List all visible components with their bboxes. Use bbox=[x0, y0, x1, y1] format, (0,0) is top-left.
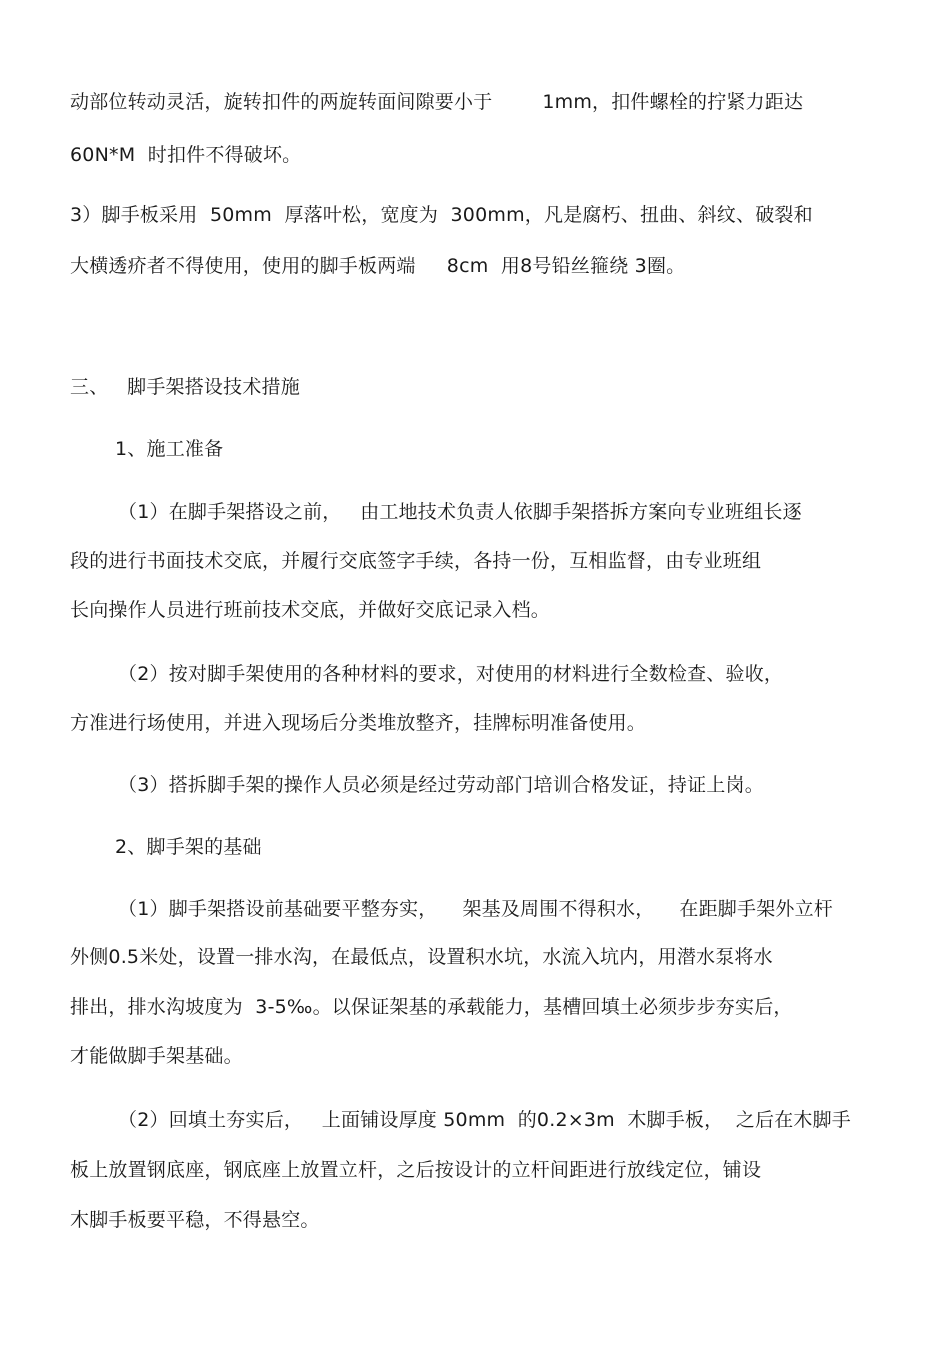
section-heading: 三、 脚手架搭设技术措施 bbox=[70, 376, 300, 398]
subsection-heading: 1、施工准备 bbox=[115, 438, 224, 460]
text-line: （3）搭拆脚手架的操作人员必须是经过劳动部门培训合格发证，持证上岗。 bbox=[118, 774, 764, 796]
text-line: 才能做脚手架基础。 bbox=[70, 1045, 243, 1067]
text-line: 大横透疥者不得使用，使用的脚手板两端 8cm 用8号铅丝箍绕 3圈。 bbox=[70, 255, 686, 277]
text-line: 长向操作人员进行班前技术交底，并做好交底记录入档。 bbox=[70, 599, 551, 621]
text-line: 木脚手板要平稳，不得悬空。 bbox=[70, 1209, 320, 1231]
text-line: （1）脚手架搭设前基础要平整夯实， 架基及周围不得积水， 在距脚手架外立杆 bbox=[118, 898, 834, 920]
text-line: 外侧0.5米处，设置一排水沟，在最低点，设置积水坑，水流入坑内，用潜水泵将水 bbox=[70, 946, 773, 968]
text-line: （2）按对脚手架使用的各种材料的要求，对使用的材料进行全数检查、验收， bbox=[118, 663, 784, 685]
text-line: 动部位转动灵活，旋转扣件的两旋转面间隙要小于 1mm，扣件螺栓的拧紧力距达 bbox=[70, 91, 804, 113]
text-line: 排出，排水沟坡度为 3-5‰。以保证架基的承载能力，基槽回填土必须步步夯实后， bbox=[70, 996, 793, 1018]
text-line: （2）回填土夯实后， 上面铺设厚度 50mm 的0.2×3m 木脚手板， 之后在木脚手 bbox=[118, 1109, 852, 1131]
text-line: 段的进行书面技术交底，并履行交底签字手续，各持一份，互相监督，由专业班组 bbox=[70, 550, 762, 572]
subsection-heading: 2、脚手架的基础 bbox=[115, 836, 262, 858]
text-line: 60N*M 时扣件不得破坏。 bbox=[70, 144, 302, 166]
text-line: 3）脚手板采用 50mm 厚落叶松，宽度为 300mm，凡是腐朽、扭曲、斜纹、破裂和 bbox=[70, 204, 813, 226]
text-line: 板上放置钢底座，钢底座上放置立杆，之后按设计的立杆间距进行放线定位，铺设 bbox=[70, 1159, 762, 1181]
text-line: 方准进行场使用，并进入现场后分类堆放整齐，挂牌标明准备使用。 bbox=[70, 712, 647, 734]
text-line: （1）在脚手架搭设之前， 由工地技术负责人依脚手架搭拆方案向专业班组长逐 bbox=[118, 501, 802, 523]
